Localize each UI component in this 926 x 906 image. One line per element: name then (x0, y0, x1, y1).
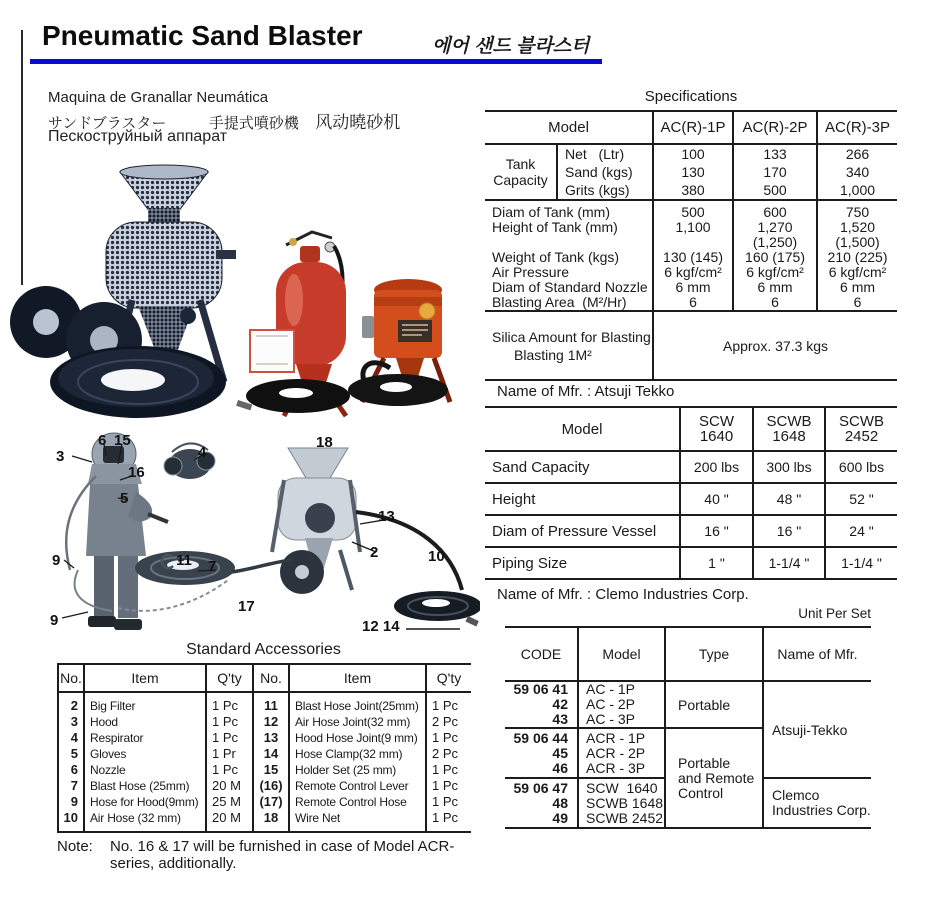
row-value: 1-1/4 " (825, 547, 897, 579)
callout-4: 4 (198, 444, 207, 461)
spec-silica-value: Approx. 37.3 kgs (653, 311, 897, 380)
page-title-korean: 에어 샌드 블라스터 (432, 36, 590, 57)
acc-no-list (58, 692, 84, 832)
spec-tank-label: Tank Capacity (485, 144, 557, 200)
model-line: SCWB (839, 413, 884, 430)
callout-17: 17 (238, 598, 255, 615)
spec-tank-values-3 (817, 144, 897, 200)
spec-silica-line2: Blasting 1M² (514, 346, 592, 363)
callout-9b: 9 (50, 612, 59, 629)
atsuji-model-header: Model (485, 407, 680, 451)
type-cell: Portable (665, 681, 763, 728)
diagram-operator (66, 433, 168, 630)
acc-item: Nozzle (90, 763, 126, 777)
spec-value: 100 (681, 146, 705, 162)
spec-dim-label: Diam of Tank (mm) (492, 204, 610, 220)
spec-value: 6 mm (675, 279, 711, 295)
acc-qty: 1 Pc (212, 730, 239, 745)
spec-value: 500 (681, 204, 705, 220)
model-line: AC - 3P (586, 711, 636, 727)
page-title: Pneumatic Sand Blaster (42, 20, 363, 51)
code-line: 45 (552, 744, 568, 761)
acc-item: Respirator (90, 731, 144, 745)
acc-item: Blast Hose (25mm) (90, 779, 190, 793)
spec-value: 130 (681, 164, 705, 180)
acc-no: (17) (259, 794, 283, 809)
callout-11: 11 (176, 552, 192, 569)
spec-silica-row (485, 311, 897, 380)
acc-no: 10 (63, 810, 78, 825)
spec-sub-label: Net (Ltr) (565, 146, 625, 162)
code-line: 43 (552, 711, 568, 727)
clemo-group-row (505, 681, 871, 728)
clemo-header-row (505, 627, 871, 681)
acc-item: Air Hose (32 mm) (90, 811, 181, 825)
acc-qty: 1 Pc (432, 730, 459, 745)
footnote-line1: No. 16 & 17 will be furnished in case of Model ACR- (110, 838, 455, 855)
acc-col-qty: Q'ty (206, 664, 253, 692)
row-value: 200 lbs (680, 451, 753, 483)
row-value: 1 " (680, 547, 753, 579)
acc-qty: 1 Pc (432, 794, 459, 809)
spec-tank-sublabels (557, 144, 653, 200)
acc-item: Gloves (90, 747, 127, 761)
acc-item: Wire Net (295, 811, 341, 825)
product-photo-wheeled-blaster (10, 165, 236, 418)
product-photo-red-tank-blaster (236, 232, 350, 416)
row-value: 16 " (680, 515, 753, 547)
spec-silica-label (485, 311, 653, 380)
acc-qty: 2 Pc (432, 746, 459, 761)
spec-value: 210 (225) (827, 249, 888, 265)
code-cell (505, 778, 578, 828)
spec-value: 1,520 (839, 219, 876, 235)
spec-sub-label: Sand (kgs) (565, 164, 633, 180)
acc-col-item: Item (84, 664, 206, 692)
footnote-line2: series, additionally. (110, 855, 237, 872)
acc-col-item2: Item (289, 664, 426, 692)
row-label: Piping Size (485, 547, 680, 579)
row-value: 16 " (753, 515, 825, 547)
acc-item: Blast Hose Joint(25mm) (295, 699, 419, 713)
acc-item: Hose Clamp(32 mm) (295, 747, 403, 761)
spec-value: 133 (763, 146, 787, 162)
acc-qty: 1 Pc (432, 762, 459, 777)
row-value: 52 " (825, 483, 897, 515)
subtitle-chinese-trad: 手提式噴砂機 (208, 115, 299, 132)
atsuji-header-row (485, 407, 897, 451)
code-line: 59 06 41 (513, 681, 568, 697)
title-underline (30, 59, 602, 64)
spec-value: 266 (845, 146, 870, 162)
model-cell (578, 681, 665, 728)
spec-value (654, 235, 732, 250)
atsuji-row (485, 547, 897, 579)
specifications-title: Specifications (644, 88, 738, 105)
row-value: 24 " (825, 515, 897, 547)
subtitle-chinese-simp: 风动曉砂机 (315, 113, 401, 132)
code-line: 49 (552, 809, 568, 826)
model-line: ACR - 3P (586, 759, 646, 776)
acc-qty: 1 Pc (432, 778, 459, 793)
acc-no: 3 (70, 714, 78, 729)
acc-no2-list (253, 692, 289, 832)
row-label: Sand Capacity (485, 451, 680, 483)
acc-qty: 1 Pr (212, 746, 236, 761)
atsuji-model-3 (825, 407, 897, 451)
acc-col-qty2: Q'ty (426, 664, 471, 692)
acc-item-list (84, 692, 206, 832)
subtitle-spanish: Maquina de Granallar Neumática (48, 89, 269, 106)
acc-no: 13 (263, 730, 279, 745)
atsuji-model-1 (680, 407, 753, 451)
atsuji-row (485, 515, 897, 547)
subtitle-russian: Пескоструйный аппарат (48, 128, 228, 145)
acc-qty: 20 M (212, 778, 241, 793)
code-line: 46 (552, 759, 568, 776)
spec-value: 500 (763, 182, 787, 198)
accessories-body-row (58, 692, 471, 832)
atsuji-model-2 (753, 407, 825, 451)
acc-no: 15 (263, 762, 279, 777)
callout-3: 3 (56, 448, 65, 465)
model-cell (578, 728, 665, 778)
spec-dims-row (485, 200, 897, 311)
acc-no: 11 (264, 698, 278, 713)
accessories-title: Standard Accessories (186, 641, 341, 658)
spec-dims-values-1 (653, 200, 733, 311)
acc-item2-list (289, 692, 426, 832)
clemo-col-model: Model (578, 627, 665, 681)
acc-qty: 1 Pc (212, 698, 239, 713)
spec-model-2: AC(R)-2P (733, 111, 817, 144)
subtitle-japanese: サンドブラスター (48, 115, 167, 132)
callout-15: 15 (114, 432, 131, 449)
spec-value: 6 kgf/cm² (828, 264, 887, 280)
spec-dim-label (492, 235, 652, 250)
clemo-col-code: CODE (505, 627, 578, 681)
spec-value: 6 (689, 294, 697, 310)
callout-9a: 9 (52, 552, 61, 569)
code-line: 42 (552, 696, 568, 712)
spec-model-header: Model (485, 111, 653, 144)
mfr-cell: Atsuji-Tekko (763, 681, 871, 778)
spec-value: 160 (175) (745, 249, 805, 265)
spec-value: 1,000 (839, 182, 876, 198)
acc-no: 9 (70, 794, 78, 809)
diagram-machine (272, 448, 360, 594)
row-label: Diam of Pressure Vessel (485, 515, 680, 547)
footnote (57, 838, 487, 872)
model-line: 1648 (772, 428, 806, 445)
spec-dims-labels (485, 200, 653, 311)
code-line: 59 06 47 (513, 779, 568, 796)
spec-tank-values-1 (653, 144, 733, 200)
spec-value: 750 (845, 204, 870, 220)
model-line: AC - 2P (586, 696, 636, 712)
row-value: 40 " (680, 483, 753, 515)
acc-qty: 1 Pc (212, 762, 239, 777)
spec-value: 340 (845, 164, 870, 180)
acc-item: Remote Control Hose (295, 795, 407, 809)
acc-qty: 1 Pc (432, 810, 459, 825)
spec-value: 1,270 (757, 219, 793, 235)
spec-model-3: AC(R)-3P (817, 111, 897, 144)
callout-13: 13 (378, 508, 395, 525)
spec-value: 6 kgf/cm² (746, 264, 804, 280)
acc-no: 2 (70, 698, 78, 713)
model-line: SCWB 1648 (586, 794, 664, 811)
clemo-title: Name of Mfr. : Clemo Industries Corp. (497, 586, 749, 603)
model-line: SCW 1640 (586, 779, 658, 796)
spec-sub-label: Grits (kgs) (565, 182, 630, 198)
callout-6: 6 (98, 432, 107, 449)
acc-item: Holder Set (25 mm) (295, 763, 397, 777)
model-line: SCWB (766, 413, 812, 430)
callout-10: 10 (428, 548, 445, 565)
acc-qty: 25 M (212, 794, 241, 809)
row-value: 48 " (753, 483, 825, 515)
spec-dims-values-3 (817, 200, 897, 311)
acc-no: 6 (70, 762, 78, 777)
row-value: 600 lbs (825, 451, 897, 483)
spec-value: 6 kgf/cm² (664, 264, 722, 280)
spec-dim-label: Height of Tank (mm) (492, 219, 618, 235)
row-label: Height (485, 483, 680, 515)
specifications-table (485, 110, 897, 381)
callout-16: 16 (128, 464, 145, 481)
diagram-respirator (164, 443, 215, 479)
model-line: SCWB 2452 (586, 809, 664, 826)
atsuji-table (485, 406, 897, 580)
model-line: SCW (699, 413, 734, 430)
callout-18: 18 (316, 434, 333, 451)
acc-qty: 2 Pc (432, 714, 459, 729)
spec-dims-values-2 (733, 200, 817, 311)
acc-qty: 20 M (212, 810, 241, 825)
clemo-col-mfr: Name of Mfr. (763, 627, 871, 681)
spec-header-row (485, 111, 897, 144)
acc-item: Hood Hose Joint(9 mm) (295, 731, 418, 745)
callout-12-14: 12 14 (362, 618, 400, 635)
spec-value: 1,100 (675, 219, 711, 235)
clemo-col-type: Type (665, 627, 763, 681)
acc-no: 5 (70, 746, 78, 761)
unit-per-set-note: Unit Per Set (798, 606, 871, 621)
acc-qty: 1 Pc (432, 698, 459, 713)
spec-dim-label: Weight of Tank (kgs) (492, 249, 620, 265)
acc-item: Hose for Hood(9mm) (90, 795, 199, 809)
acc-no: 14 (263, 746, 279, 761)
model-line: AC - 1P (586, 681, 636, 697)
spec-value: (1,500) (835, 234, 880, 250)
code-line: 59 06 44 (513, 729, 568, 746)
accessories-header-row (58, 664, 471, 692)
spec-value: (1,250) (752, 234, 798, 250)
acc-no: 12 (263, 714, 279, 729)
spec-dim-label: Air Pressure (492, 264, 570, 280)
spec-tank-values-2 (733, 144, 817, 200)
acc-no: 18 (263, 810, 279, 825)
spec-silica-line1: Silica Amount for Blasting (492, 328, 651, 345)
footnote-label: Note: (57, 838, 93, 855)
row-value: 1-1/4 " (753, 547, 825, 579)
acc-qty2-list (426, 692, 471, 832)
acc-item: Big Filter (90, 699, 136, 713)
spec-dim-label: Blasting Area (M²/Hr) (492, 294, 627, 310)
code-cell (505, 681, 578, 728)
acc-qty-list (206, 692, 253, 832)
spec-dim-label: Diam of Standard Nozzle (492, 279, 648, 295)
model-line: 1640 (699, 428, 734, 445)
acc-no: 7 (70, 778, 78, 793)
acc-item: Remote Control Lever (295, 779, 409, 793)
clemo-table (505, 626, 871, 829)
mfr-cell: Clemco Industries Corp. (763, 778, 871, 828)
spec-value: 6 (853, 294, 862, 310)
callout-2: 2 (370, 544, 379, 561)
spec-value: 600 (763, 204, 787, 220)
acc-no: (16) (259, 778, 283, 793)
spec-value: 6 (771, 294, 779, 310)
acc-no: 4 (70, 730, 78, 745)
acc-col-no: No. (58, 664, 84, 692)
model-line: ACR - 1P (586, 729, 646, 746)
spec-model-1: AC(R)-1P (653, 111, 733, 144)
atsuji-row (485, 451, 897, 483)
acc-item: Air Hose Joint(32 mm) (295, 715, 411, 729)
spec-value: 170 (763, 164, 787, 180)
spec-value: 130 (145) (663, 249, 723, 265)
spec-value: 380 (681, 182, 705, 198)
acc-item: Hood (90, 715, 118, 729)
code-cell (505, 728, 578, 778)
model-line: ACR - 2P (586, 744, 646, 761)
atsuji-title: Name of Mfr. : Atsuji Tekko (497, 383, 675, 400)
spec-value: 6 mm (840, 279, 876, 295)
spec-value: 6 mm (757, 279, 793, 295)
spec-tank-row (485, 144, 897, 200)
code-line: 48 (552, 794, 568, 811)
acc-qty: 1 Pc (212, 714, 239, 729)
callout-5: 5 (120, 490, 129, 507)
product-photo-orange-drum-blaster (348, 279, 450, 406)
product-photos (0, 150, 480, 425)
footnote-text (110, 838, 454, 872)
model-cell (578, 778, 665, 828)
callout-7: 7 (208, 558, 217, 575)
type-cell: Portable and Remote Control (665, 728, 763, 828)
accessories-table (57, 663, 471, 833)
row-value: 300 lbs (753, 451, 825, 483)
model-line: 2452 (844, 428, 879, 445)
atsuji-row (485, 483, 897, 515)
acc-col-no2: No. (253, 664, 289, 692)
